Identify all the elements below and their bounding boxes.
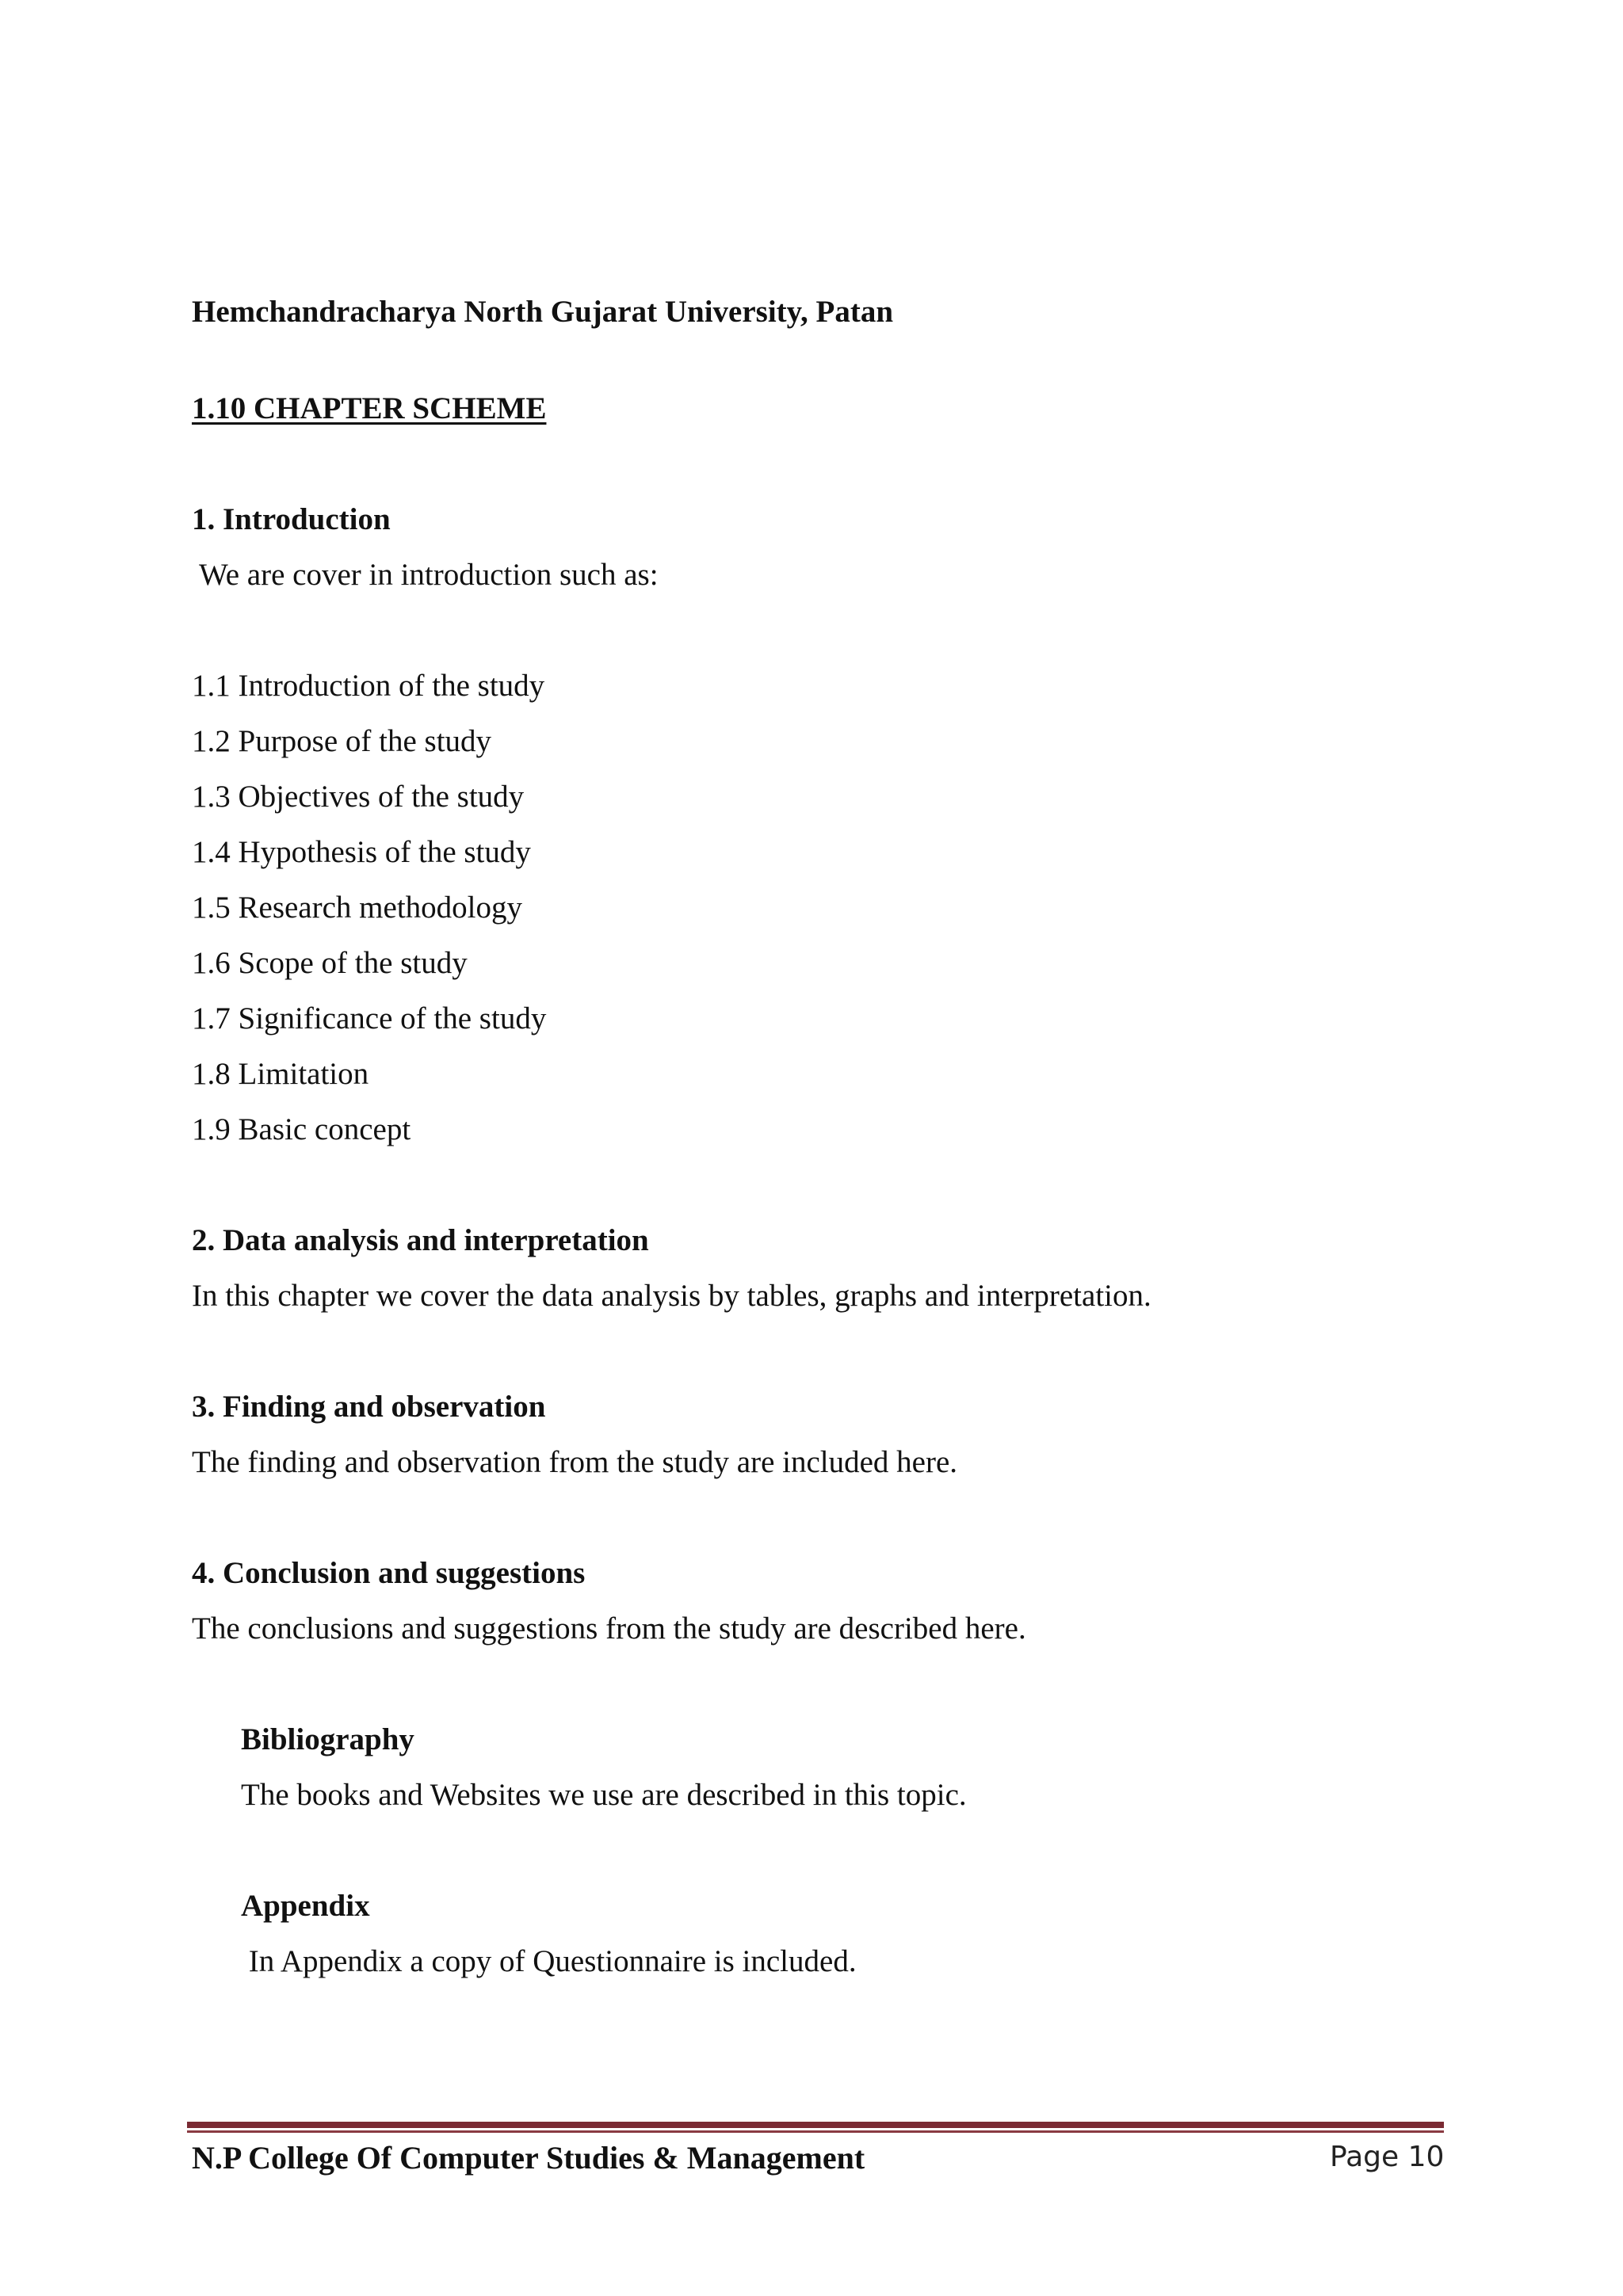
section-text: The conclusions and suggestions from the study are described here. [192,1611,1026,1646]
section-text: The finding and observation from the study are included here. [192,1445,958,1479]
list-item: 1.9 Basic concept [192,1112,411,1146]
section-heading: Bibliography [241,1722,414,1756]
footer-rule [187,2122,1444,2128]
list-item: 1.7 Significance of the study [192,1001,547,1035]
section-heading: 1. Introduction [192,502,391,536]
section-heading: 3. Finding and observation [192,1390,546,1424]
list-item: 1.8 Limitation [192,1057,369,1091]
list-item: 1.6 Scope of the study [192,946,468,980]
section-text: In Appendix a copy of Questionnaire is included. [241,1944,857,1978]
section-heading: 2. Data analysis and interpretation [192,1223,649,1257]
chapter-title: 1.10 CHAPTER SCHEME [192,391,547,425]
list-item: 1.2 Purpose of the study [192,724,492,758]
university-header: Hemchandracharya North Gujarat University, Patan [192,295,894,329]
list-item: 1.4 Hypothesis of the study [192,835,531,869]
list-item: 1.3 Objectives of the study [192,780,525,814]
page-number: Page 10 [1330,2141,1445,2173]
footer-college: N.P College Of Computer Studies & Management [192,2140,865,2176]
section-text: The books and Websites we use are described in this topic. [241,1778,967,1812]
list-item: 1.5 Research methodology [192,891,522,925]
section-text: In this chapter we cover the data analysis by tables, graphs and interpretation. [192,1279,1151,1313]
section-heading: 4. Conclusion and suggestions [192,1556,586,1590]
section-text: We are cover in introduction such as: [192,558,659,592]
list-item: 1.1 Introduction of the study [192,669,545,703]
section-heading: Appendix [241,1889,370,1923]
footer-rule-thin [187,2130,1444,2133]
